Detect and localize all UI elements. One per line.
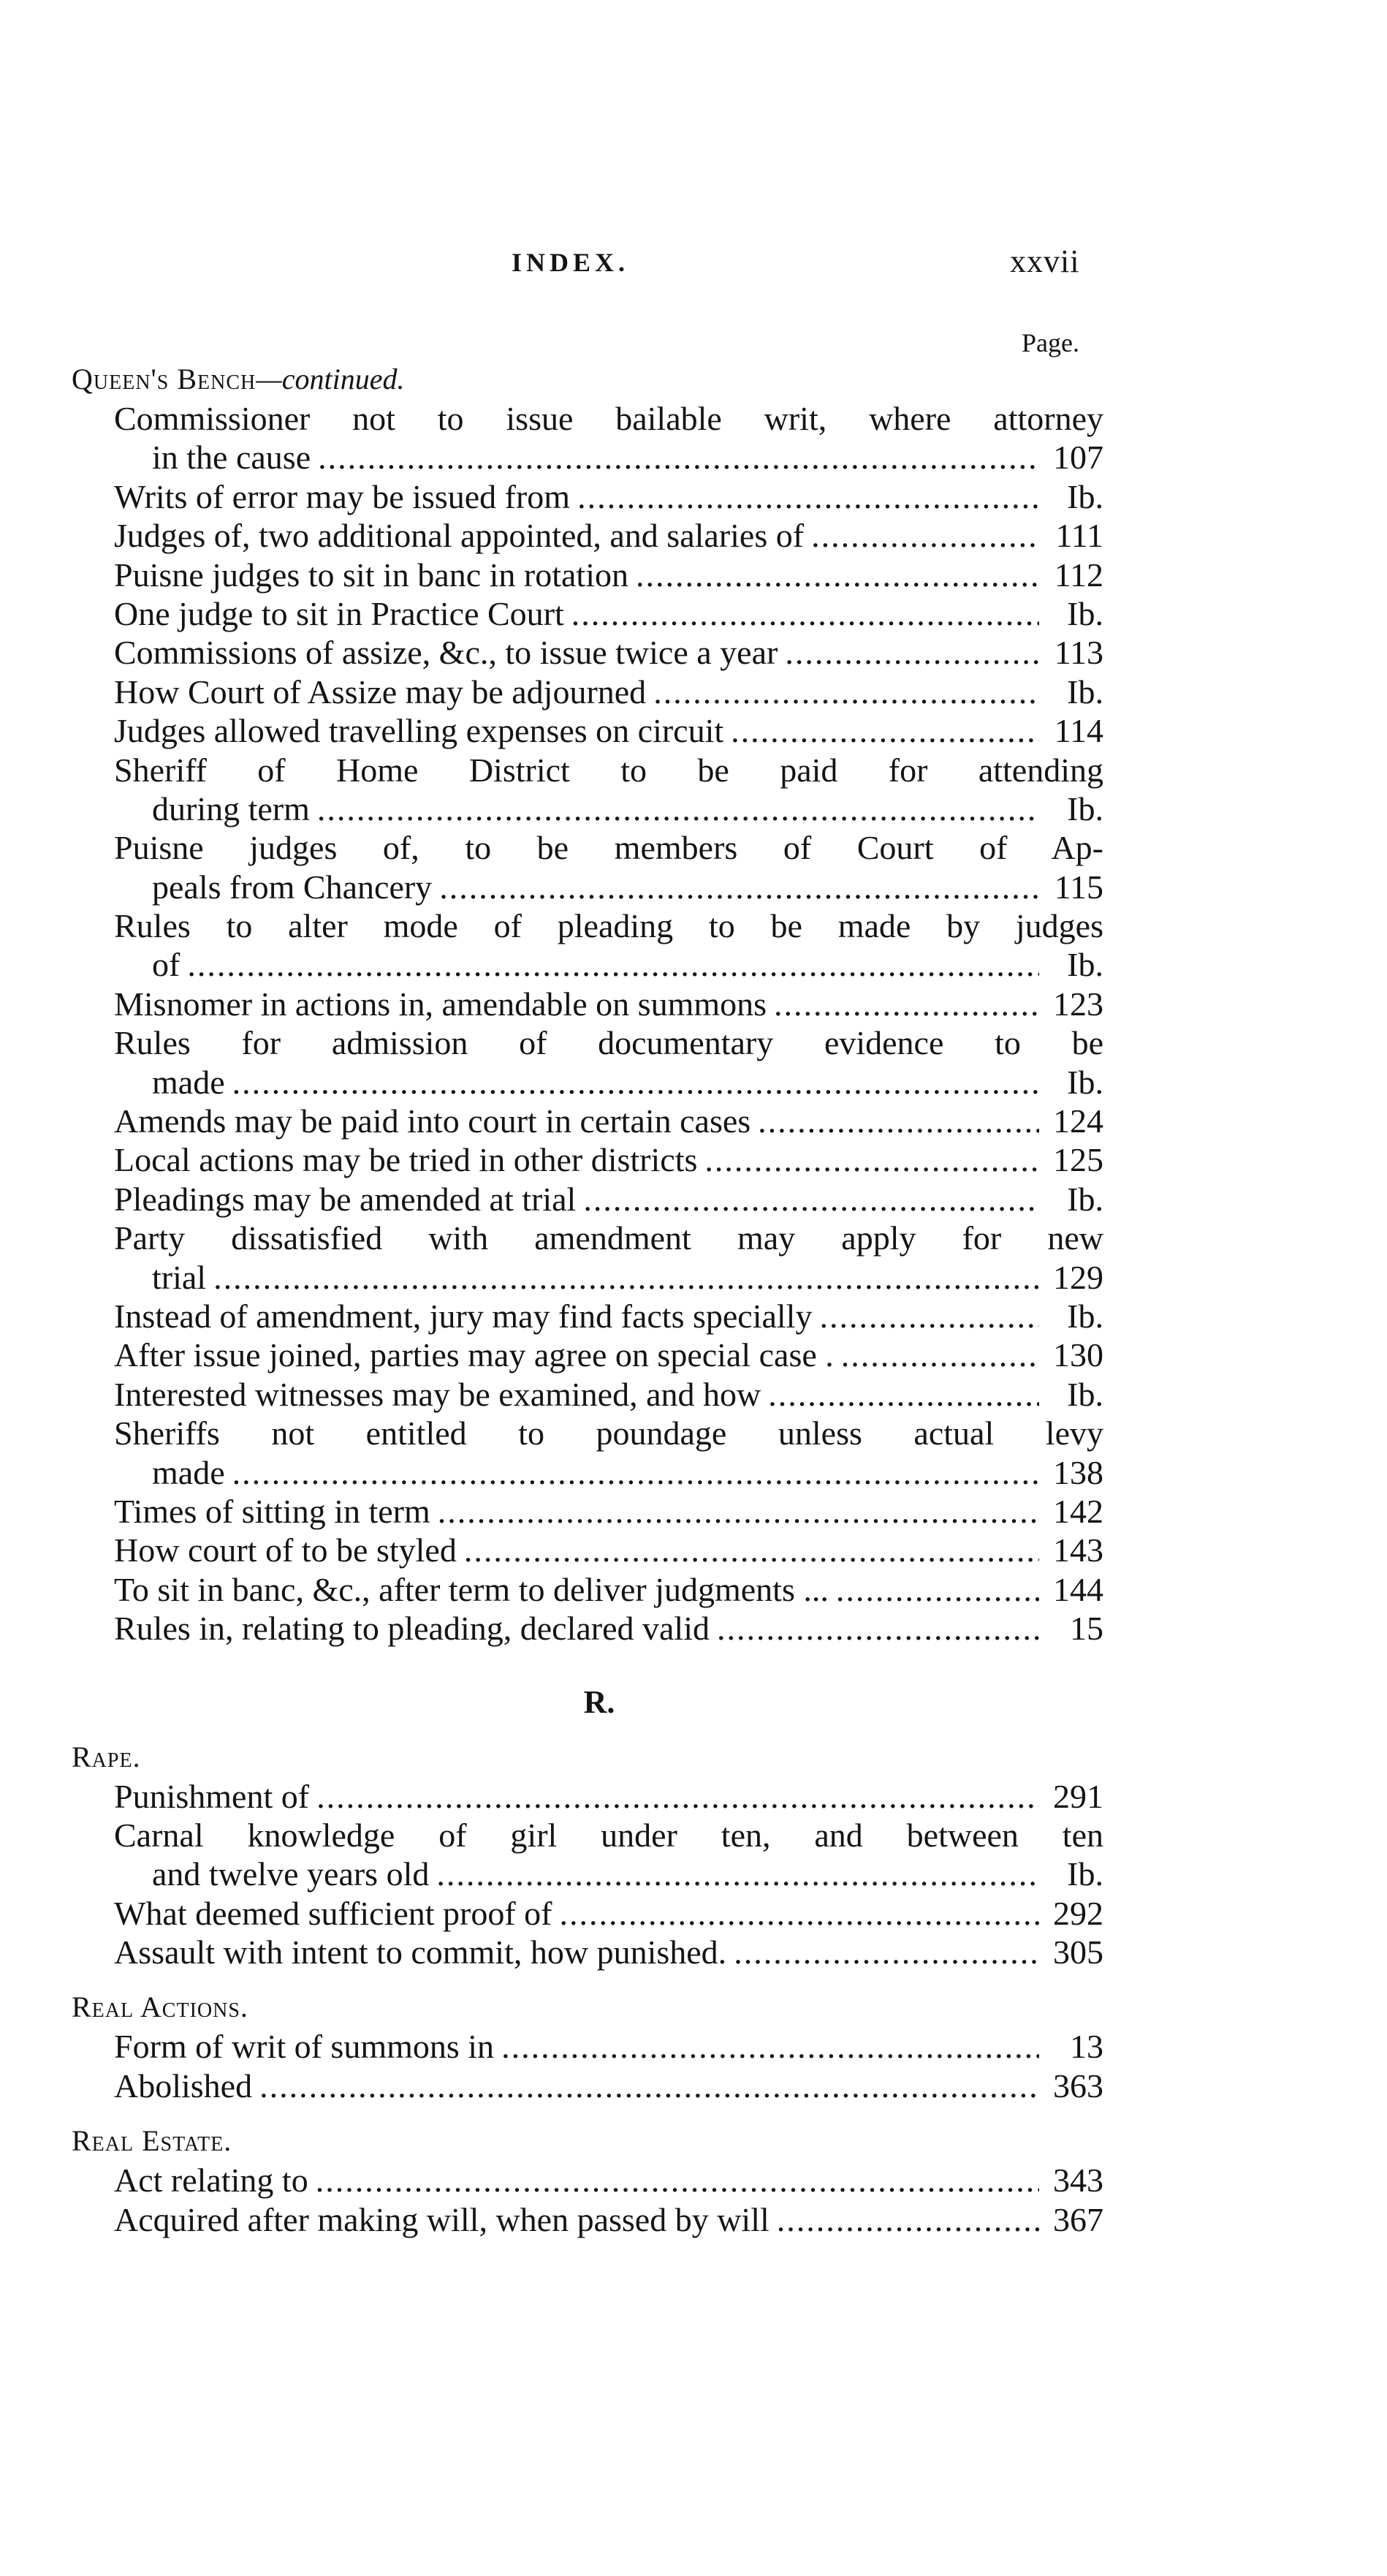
page-reference: Ib. bbox=[1067, 673, 1103, 711]
index-entry bbox=[114, 1180, 1103, 1219]
entry-line-with-page bbox=[114, 945, 1103, 984]
entry-text: Writs of error may be issued from bbox=[114, 477, 571, 515]
entry-line-with-page bbox=[114, 1258, 1103, 1297]
entry-text-line: Rules for admission of documentary evidence to be bbox=[114, 1024, 1103, 1062]
entry-text: One judge to sit in Practice Court bbox=[114, 594, 564, 632]
page-reference: Ib. bbox=[1067, 477, 1103, 515]
entry-line-with-page bbox=[114, 1894, 1103, 1933]
index-entry bbox=[114, 1816, 1103, 1894]
dot-leader bbox=[819, 1297, 1039, 1336]
entry-line-with-page bbox=[114, 1570, 1103, 1609]
running-head-page-number: xxvii bbox=[1010, 243, 1080, 279]
running-head-title: INDEX. bbox=[512, 248, 630, 277]
index-entry bbox=[114, 985, 1103, 1023]
dot-leader bbox=[758, 1102, 1039, 1140]
entry-line-with-page bbox=[114, 789, 1103, 828]
page-reference: 13 bbox=[1070, 2028, 1103, 2066]
entry-text-line: Carnal knowledge of girl under ten, and between ten bbox=[114, 1816, 1103, 1854]
page-reference: Ib. bbox=[1067, 1375, 1103, 1413]
index-sections-r bbox=[72, 1738, 1103, 2240]
entry-text: Commissions of assize, &c., to issue twice a year bbox=[114, 634, 778, 672]
index-entry bbox=[114, 1297, 1103, 1336]
entry-line-with-page bbox=[114, 2161, 1103, 2200]
page-reference: 114 bbox=[1054, 712, 1103, 750]
entry-line-with-page bbox=[114, 1297, 1103, 1336]
entry-text: How Court of Assize may be adjourned bbox=[114, 673, 647, 711]
entry-text-line: Party dissatisfied with amendment may apply for new bbox=[114, 1219, 1103, 1257]
page-reference: 305 bbox=[1053, 1933, 1103, 1971]
index-heading bbox=[72, 2121, 1103, 2161]
index-entry bbox=[114, 906, 1103, 985]
entry-text-line: Sheriffs not entitled to poundage unless actual levy bbox=[114, 1414, 1103, 1452]
entry-text: Act relating to bbox=[114, 2162, 308, 2200]
index-heading-group bbox=[72, 1988, 1103, 2105]
entry-text: To sit in banc, &c., after term to deliver judgments ... bbox=[114, 1570, 829, 1608]
entry-line-with-page bbox=[114, 1453, 1103, 1492]
entry-line-with-page bbox=[114, 1933, 1103, 1971]
entry-text: Assault with intent to commit, how punished. bbox=[114, 1933, 727, 1971]
entry-line-with-page bbox=[114, 477, 1103, 516]
entry-text: After issue joined, parties may agree on special case . bbox=[114, 1336, 834, 1374]
index-heading-group bbox=[72, 360, 1103, 1648]
dot-leader bbox=[811, 516, 1039, 555]
section-letter: R. bbox=[583, 1683, 615, 1720]
entry-text-line: Commissioner not to issue bailable writ, where attorney bbox=[114, 400, 1103, 437]
entry-line-with-page bbox=[114, 1336, 1103, 1374]
entry-line-with-page bbox=[114, 1492, 1103, 1531]
dot-leader bbox=[734, 1933, 1039, 1971]
dot-leader bbox=[836, 1570, 1039, 1609]
dot-leader bbox=[774, 985, 1039, 1023]
dot-leader bbox=[785, 633, 1039, 672]
dot-leader bbox=[571, 594, 1039, 633]
index-entry bbox=[114, 2027, 1103, 2066]
index-entry bbox=[114, 516, 1103, 555]
entry-text: Acquired after making will, when passed by will bbox=[114, 2200, 770, 2238]
index-entry bbox=[114, 556, 1103, 594]
index-entry bbox=[114, 673, 1103, 711]
index-entry bbox=[114, 1894, 1103, 1933]
dot-leader bbox=[317, 789, 1039, 828]
dot-leader bbox=[316, 2161, 1039, 2200]
entry-text: Punishment of bbox=[114, 1777, 310, 1815]
page-reference: 143 bbox=[1053, 1531, 1103, 1569]
dot-leader bbox=[438, 1492, 1039, 1531]
page-reference: 125 bbox=[1053, 1141, 1103, 1179]
index-entry bbox=[114, 711, 1103, 750]
dot-leader bbox=[232, 1063, 1039, 1102]
index-entry bbox=[114, 594, 1103, 633]
page-reference: Ib. bbox=[1067, 1063, 1103, 1101]
page-reference: Ib. bbox=[1067, 946, 1103, 984]
index-entry bbox=[114, 1933, 1103, 1971]
entry-text: Judges allowed travelling expenses on circuit bbox=[114, 712, 724, 750]
page-reference: 291 bbox=[1053, 1777, 1103, 1815]
index-heading-text: Real Estate. bbox=[72, 2124, 232, 2158]
index-heading bbox=[72, 1738, 1103, 1777]
index-entry bbox=[114, 399, 1103, 477]
page-column-label: Page. bbox=[1022, 328, 1079, 357]
page-reference: 107 bbox=[1053, 439, 1103, 477]
index-entry bbox=[114, 1336, 1103, 1374]
entry-line-with-page bbox=[114, 594, 1103, 633]
entry-line-with-page bbox=[114, 1855, 1103, 1893]
page-reference: 363 bbox=[1053, 2067, 1103, 2105]
entry-text: Puisne judges to sit in banc in rotation bbox=[114, 556, 628, 594]
page-reference: 112 bbox=[1054, 556, 1103, 594]
dot-leader bbox=[841, 1336, 1039, 1374]
page-reference: Ib. bbox=[1067, 594, 1103, 632]
index-heading-text: Queen's Bench bbox=[72, 363, 256, 395]
index-heading-group bbox=[72, 1738, 1103, 1972]
dot-leader bbox=[636, 556, 1039, 594]
entry-text: What deemed sufficient proof of bbox=[114, 1894, 552, 1932]
entry-line-with-page bbox=[114, 985, 1103, 1023]
dot-leader bbox=[318, 438, 1039, 477]
entry-text: and twelve years old bbox=[152, 1855, 430, 1893]
entry-text: Judges of, two additional appointed, and salaries of bbox=[114, 517, 805, 555]
dot-leader bbox=[187, 945, 1039, 984]
dot-leader bbox=[259, 2067, 1039, 2105]
index-entry bbox=[114, 2200, 1103, 2239]
entry-line-with-page bbox=[114, 2027, 1103, 2066]
entry-text: How court of to be styled bbox=[114, 1531, 457, 1569]
index-entry bbox=[114, 2067, 1103, 2105]
heading-continued: —continued. bbox=[256, 363, 405, 395]
index-heading-text: Rape. bbox=[72, 1740, 141, 1773]
entry-text: Times of sitting in term bbox=[114, 1492, 430, 1530]
index-entry bbox=[114, 1023, 1103, 1102]
page-reference: 111 bbox=[1055, 517, 1103, 555]
entry-line-with-page bbox=[114, 633, 1103, 672]
entry-text-line: Sheriff of Home District to be paid for attending bbox=[114, 751, 1103, 789]
dot-leader bbox=[501, 2027, 1039, 2066]
page-reference: 113 bbox=[1054, 634, 1103, 672]
page-reference: 292 bbox=[1053, 1894, 1103, 1932]
page-reference: 138 bbox=[1053, 1453, 1103, 1491]
index-entry bbox=[114, 633, 1103, 672]
index-entry bbox=[114, 1492, 1103, 1531]
dot-leader bbox=[213, 1258, 1039, 1297]
dot-leader bbox=[704, 1140, 1039, 1179]
entry-line-with-page bbox=[114, 1102, 1103, 1140]
dot-leader bbox=[768, 1375, 1039, 1414]
entry-line-with-page bbox=[114, 868, 1103, 906]
index-entry bbox=[114, 477, 1103, 516]
entry-line-with-page bbox=[114, 711, 1103, 750]
entry-line-with-page bbox=[114, 1531, 1103, 1569]
index-heading bbox=[72, 1988, 1103, 2027]
entry-line-with-page bbox=[114, 556, 1103, 594]
index-heading-group bbox=[72, 2121, 1103, 2239]
index-entry bbox=[114, 2161, 1103, 2200]
index-body bbox=[72, 360, 1103, 2239]
dot-leader bbox=[439, 868, 1039, 906]
entry-text: Misnomer in actions in, amendable on summons bbox=[114, 985, 767, 1023]
page-reference: 115 bbox=[1054, 868, 1103, 906]
dot-leader bbox=[559, 1894, 1039, 1933]
entry-line-with-page bbox=[114, 1180, 1103, 1219]
index-entry bbox=[114, 751, 1103, 829]
page-reference: 144 bbox=[1053, 1570, 1103, 1608]
page-reference: Ib. bbox=[1067, 1855, 1103, 1893]
entry-line-with-page bbox=[114, 1609, 1103, 1648]
dot-leader bbox=[232, 1453, 1039, 1492]
entry-text: of bbox=[152, 946, 180, 984]
entry-line-with-page bbox=[114, 673, 1103, 711]
dot-leader bbox=[464, 1531, 1039, 1569]
dot-leader bbox=[577, 477, 1039, 516]
entry-text: made bbox=[152, 1453, 225, 1491]
entry-text: made bbox=[152, 1063, 225, 1101]
entry-line-with-page bbox=[114, 1140, 1103, 1179]
entry-text: trial bbox=[152, 1258, 207, 1296]
page-reference: Ib. bbox=[1067, 1297, 1103, 1335]
entry-text: during term bbox=[152, 789, 310, 827]
page-reference: 142 bbox=[1053, 1492, 1103, 1530]
entry-line-with-page bbox=[114, 2200, 1103, 2239]
dot-leader bbox=[717, 1609, 1039, 1648]
entry-text: Form of writ of summons in bbox=[114, 2028, 495, 2066]
page-reference: Ib. bbox=[1067, 1180, 1103, 1218]
dot-leader bbox=[316, 1777, 1039, 1816]
index-entry bbox=[114, 828, 1103, 906]
entry-text: Rules in, relating to pleading, declared valid bbox=[114, 1610, 710, 1648]
index-entry bbox=[114, 1777, 1103, 1816]
index-entry bbox=[114, 1219, 1103, 1297]
entry-line-with-page bbox=[114, 1063, 1103, 1102]
entry-line-with-page bbox=[114, 438, 1103, 477]
index-entry bbox=[114, 1570, 1103, 1609]
dot-leader bbox=[583, 1180, 1039, 1219]
entry-line-with-page bbox=[114, 2067, 1103, 2105]
page-reference: 129 bbox=[1053, 1258, 1103, 1296]
entry-line-with-page bbox=[114, 1375, 1103, 1414]
entry-text: Instead of amendment, jury may find facts specially bbox=[114, 1297, 813, 1335]
entry-text-line: Rules to alter mode of pleading to be made by judges bbox=[114, 907, 1103, 945]
entry-text: Local actions may be tried in other districts bbox=[114, 1141, 698, 1179]
dot-leader bbox=[777, 2200, 1039, 2239]
entry-text: Interested witnesses may be examined, and how bbox=[114, 1375, 761, 1413]
page-reference: 15 bbox=[1070, 1610, 1103, 1648]
entry-text: Amends may be paid into court in certain cases bbox=[114, 1102, 751, 1140]
page-reference: 343 bbox=[1053, 2162, 1103, 2200]
dot-leader bbox=[653, 673, 1039, 711]
index-heading-text: Real Actions. bbox=[72, 1990, 248, 2024]
entry-line-with-page bbox=[114, 516, 1103, 555]
entry-text: in the cause bbox=[152, 439, 311, 477]
index-entry bbox=[114, 1531, 1103, 1569]
entry-text-line: Puisne judges of, to be members of Court of Ap- bbox=[114, 829, 1103, 867]
dot-leader bbox=[731, 711, 1039, 750]
index-entry bbox=[114, 1414, 1103, 1492]
dot-leader bbox=[436, 1855, 1039, 1893]
entry-text: Abolished bbox=[114, 2067, 253, 2105]
page-reference: 367 bbox=[1053, 2200, 1103, 2238]
entry-text: Pleadings may be amended at trial bbox=[114, 1180, 577, 1218]
page-reference: 124 bbox=[1053, 1102, 1103, 1140]
page-reference: 123 bbox=[1053, 985, 1103, 1023]
index-heading bbox=[72, 360, 1103, 399]
index-sections-q bbox=[72, 360, 1103, 1648]
entry-line-with-page bbox=[114, 1777, 1103, 1816]
page-reference: 130 bbox=[1053, 1336, 1103, 1374]
index-entry bbox=[114, 1102, 1103, 1140]
index-entry bbox=[114, 1609, 1103, 1648]
index-entry bbox=[114, 1375, 1103, 1414]
page-reference: Ib. bbox=[1067, 789, 1103, 827]
index-entry bbox=[114, 1140, 1103, 1179]
entry-text: peals from Chancery bbox=[152, 868, 433, 906]
